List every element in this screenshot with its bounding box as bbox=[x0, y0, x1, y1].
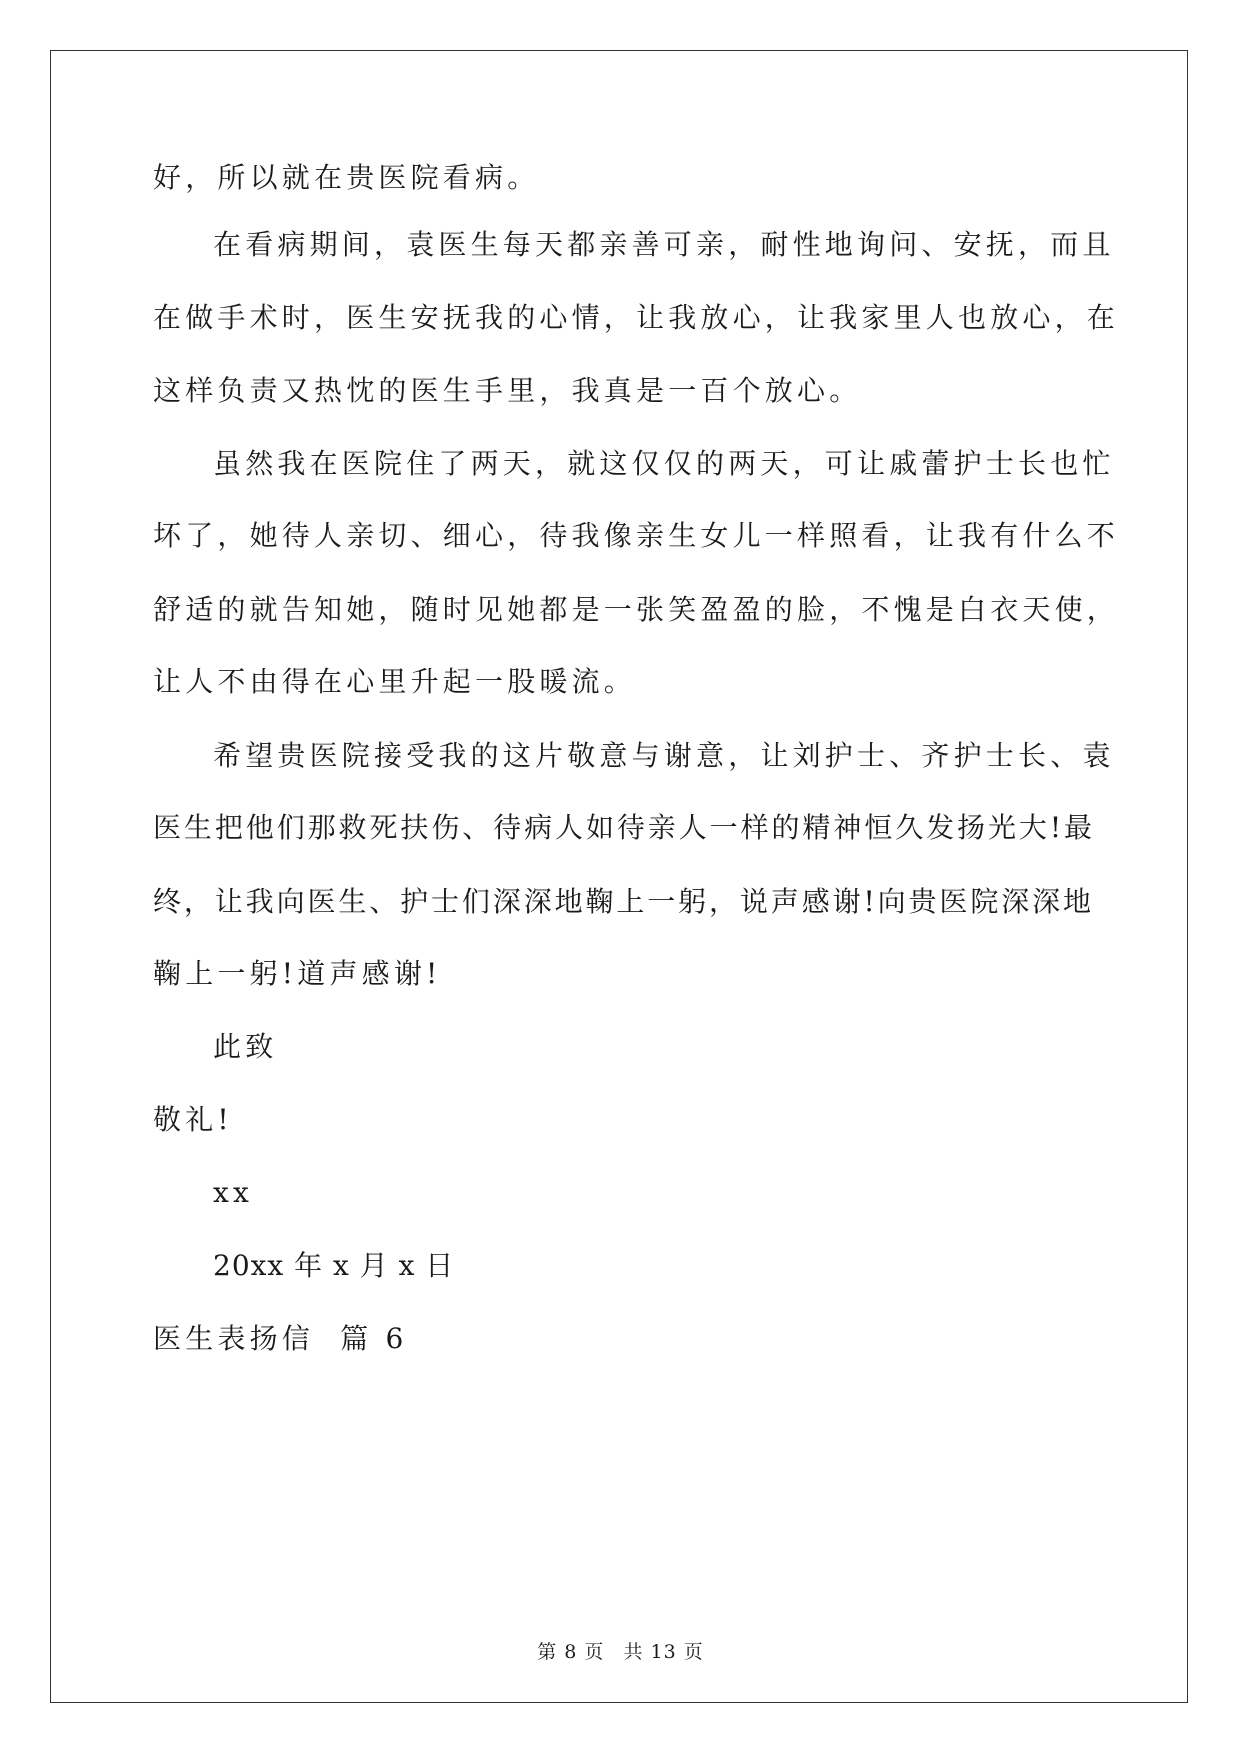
text-line: 在看病期间，袁医生每天都亲善可亲，耐性地询问、安抚，而且 bbox=[213, 228, 1115, 261]
text-line: 虽然我在医院住了两天，就这仅仅的两天，可让戚蕾护士长也忙 bbox=[213, 447, 1115, 480]
text-line: 这样负责又热忱的医生手里，我真是一百个放心。 bbox=[153, 374, 862, 407]
signature: xx bbox=[213, 1176, 253, 1209]
text-line: 在做手术时，医生安抚我的心情，让我放心，让我家里人也放心，在 bbox=[153, 301, 1120, 334]
page-number: 第 8 页 bbox=[537, 1641, 605, 1663]
section-heading: 医生表扬信 篇 6 bbox=[153, 1322, 408, 1355]
text-line: 医生把他们那救死扶伤、待病人如待亲人一样的精神恒久发扬光大!最 bbox=[153, 811, 1093, 844]
closing-regards: 敬礼! bbox=[153, 1103, 233, 1136]
text-line: 好，所以就在贵医院看病。 bbox=[153, 161, 540, 194]
text-line: 鞠上一躬!道声感谢! bbox=[153, 957, 442, 990]
text-line: 舒适的就告知她，随时见她都是一张笑盈盈的脸，不愧是白衣天使， bbox=[153, 593, 1120, 626]
text-line: 终，让我向医生、护士们深深地鞠上一躬，说声感谢!向贵医院深深地 bbox=[153, 885, 1093, 918]
date-line: 20xx 年 x 月 x 日 bbox=[213, 1249, 455, 1282]
page-footer bbox=[0, 1640, 1241, 1664]
text-line: 坏了，她待人亲切、细心，待我像亲生女儿一样照看，让我有什么不 bbox=[153, 519, 1120, 552]
page-total: 共 13 页 bbox=[623, 1641, 704, 1663]
text-line: 让人不由得在心里升起一股暖流。 bbox=[153, 665, 637, 698]
closing-salutation: 此致 bbox=[213, 1030, 278, 1063]
text-line: 希望贵医院接受我的这片敬意与谢意，让刘护士、齐护士长、袁 bbox=[213, 739, 1115, 772]
